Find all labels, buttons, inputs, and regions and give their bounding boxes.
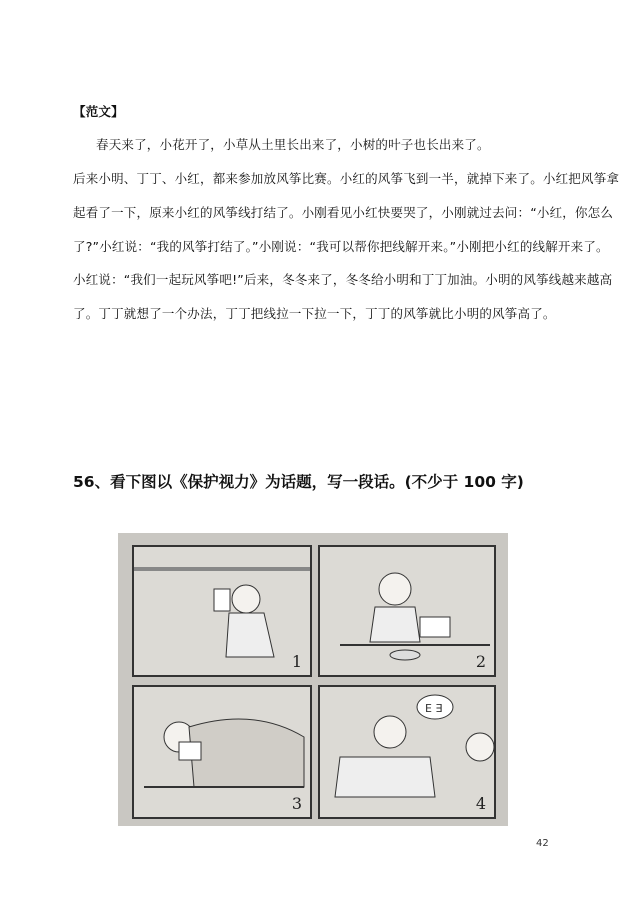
comic-panel bbox=[318, 545, 496, 677]
panel-number: 4 bbox=[475, 794, 486, 813]
panel-number: 1 bbox=[291, 652, 302, 671]
child-reading-at-table-icon bbox=[320, 547, 494, 675]
child-reading-walking-icon bbox=[134, 547, 310, 675]
svg-text:E ∃: E ∃ bbox=[425, 702, 443, 715]
sample-line: 起看了一下，原来小红的风筝线打结了。小刚看见小红快要哭了，小刚就过去问：“小红，你怎么 bbox=[73, 205, 614, 220]
sample-line: 了?”小红说：“我的风筝打结了。”小刚说：“我可以帮你把线解开来。”小刚把小红的线解开来了。 bbox=[73, 239, 609, 254]
comic-panel bbox=[132, 545, 312, 677]
page-number: 42 bbox=[536, 838, 549, 849]
comic-illustration bbox=[118, 533, 508, 826]
sample-line: 春天来了，小花开了，小草从土里长出来了，小树的叶子也长出来了。 bbox=[96, 137, 490, 152]
comic-panel bbox=[318, 685, 496, 819]
panel-number: 2 bbox=[475, 652, 486, 671]
sample-line: 小红说：“我们一起玩风筝吧!”后来，冬冬来了，冬冬给小明和丁丁加油。小明的风筝线越来越高 bbox=[73, 272, 613, 287]
child-reading-in-bed-icon bbox=[134, 687, 310, 817]
panel-number: 3 bbox=[291, 794, 302, 813]
question-title: 56、看下图以《保护视力》为话题，写一段话。(不少于 100 字) bbox=[73, 473, 524, 491]
sample-heading: 【范文】 bbox=[73, 104, 124, 119]
sample-line: 了。丁丁就想了一个办法，丁丁把线拉一下拉一下，丁丁的风筝就比小明的风筝高了。 bbox=[73, 306, 556, 321]
sample-line: 后来小明、丁丁、小红，都来参加放风筝比赛。小红的风筝飞到一半，就掉下来了。小红把风筝拿 bbox=[73, 171, 620, 186]
comic-panel bbox=[132, 685, 312, 819]
child-squinting-eye-chart-icon bbox=[320, 687, 494, 817]
